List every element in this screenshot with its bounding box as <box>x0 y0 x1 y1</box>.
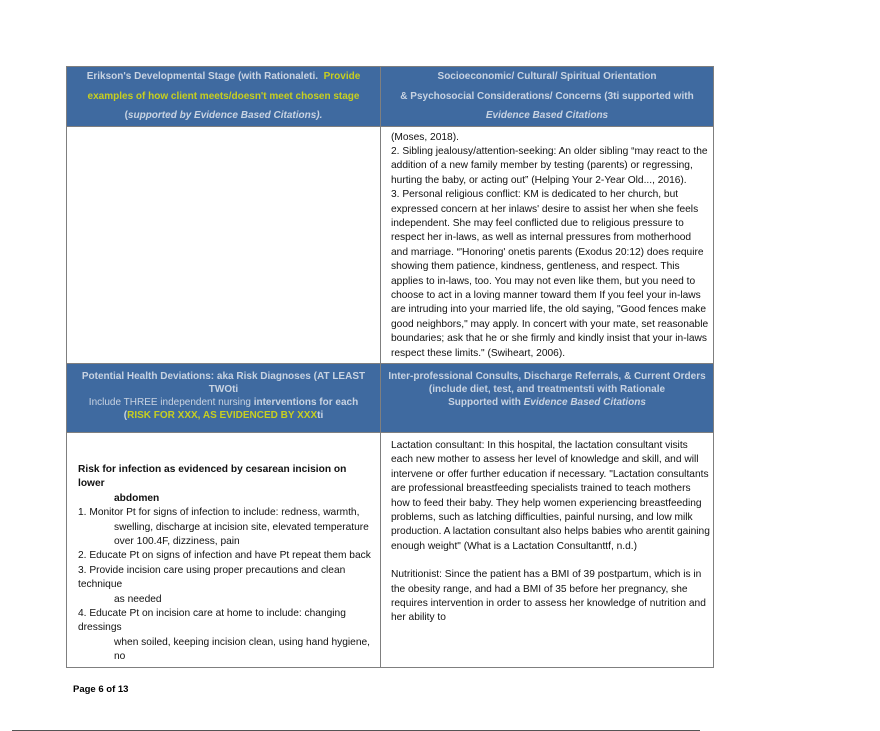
intervention-item: when soiled, keeping incision clean, using hand hygiene, no <box>114 636 370 663</box>
socioeconomic-cell <box>381 126 714 364</box>
erikson-cell <box>67 126 381 364</box>
header-text: interventions for each <box>253 397 359 408</box>
header-italic: supported by Evidence Based Citations). <box>127 110 323 121</box>
header-highlight: RISK FOR XXX, AS EVIDENCED BY XXX <box>127 410 318 421</box>
header-text: ( <box>124 110 128 121</box>
intervention-item: 3. Provide incision care using proper precautions and clean technique <box>78 564 346 591</box>
paragraph: 2. Sibling jealousy/attention-seeking: An older sibling “may react to the addition of a new family member by testing (parents) or regressing, hurting the baby, or acting out” (Helping Your 2-Year Old..., 2016). <box>391 145 708 186</box>
risk-diagnoses-header <box>67 364 381 433</box>
paragraph: 3. Personal religious conflict: KM is dedicated to her church, but expressed concern at her inlaws' desire to assist her when she feels independent. She may feel conflicted due to religious pressure to respect her in-laws, as well as internal pressures from motherhood and marriage. “'Honoring' onetis parents (Exodus 20:12) does require showing them patience, kindness, gentleness, and respect. This applies to in-laws, too. You may not even like them, but you need to choose to act in a loving manner toward them If you feel your in-laws are intruding into your married life, the old saying, "Good fences make good neighbors," may apply. In concert with your mate, set reasonable boundaries; ask that he or she firmly and kindly insist that your in-laws respect these limits." (Swiheart, 2006). <box>391 189 709 359</box>
header-text: Potential Health Deviations: aka Risk Diagnoses (AT LEAST TWOti <box>81 371 366 395</box>
intervention-item: 1. Monitor Pt for signs of infection to include: redness, warmth, <box>78 507 360 519</box>
header-text: (include diet, test, and treatmentsti with Rationale <box>428 384 666 395</box>
header-highlight: Provide examples of how client meets/doesn't meet chosen stage <box>87 71 361 102</box>
intervention-item: 4. Educate Pt on incision care at home to include: changing dressings <box>78 608 346 634</box>
care-plan-table <box>66 66 714 668</box>
socioeconomic-header <box>381 67 714 127</box>
header-text: Supported with <box>448 397 524 408</box>
header-text: & Psychosocial Considerations/ Concerns (3ti supported with <box>400 90 694 102</box>
intervention-item: 2. Educate Pt on signs of infection and have Pt repeat them back <box>78 550 371 562</box>
intervention-item: swelling, discharge at incision site, elevated temperature over 100.4F, dizziness, pain <box>114 521 369 548</box>
diagnosis-title: abdomen <box>114 492 160 504</box>
paragraph: Nutritionist: Since the patient has a BMI of 39 postpartum, which is in the obesity range, and had a BMI of 35 before her pregnancy, she requires intervention in order to assess her knowledge of nutrition and her ability to <box>391 569 706 624</box>
header-text: ti <box>317 410 324 421</box>
header-text: ( <box>123 410 128 421</box>
paragraph: Lactation consultant: In this hospital, the lactation consultant visits each new mother to assess her level of knowledge and skill, and will intervene or offer further education if necessary. "Lactation consultants are professional breastfeeding specialists trained to teach mothers how to feed their baby. They help women experiencing breastfeeding problems, such as latching difficulties, painful nursing, and low milk production. A lactation consultant also helps babies who arentit gaining enough weight" (What is a Lactation Consultanttf, n.d.) <box>391 440 710 552</box>
page-number: Page 6 of 13 <box>73 683 129 695</box>
diagnosis-title: Risk for infection as evidenced by cesarean incision on lower <box>78 464 347 490</box>
header-text: Include THREE independent nursing <box>88 397 254 408</box>
consults-header <box>381 364 714 433</box>
consults-cell <box>381 433 714 668</box>
header-text: Inter-professional Consults, Discharge Referrals, & Current Orders <box>388 371 706 382</box>
header-text: Erikson's Developmental Stage (with Rationaleti. <box>86 71 319 82</box>
risk-diagnoses-cell <box>67 433 381 668</box>
header-text: Socioeconomic/ Cultural/ Spiritual Orientation <box>437 71 657 82</box>
paragraph: (Moses, 2018). <box>391 131 459 143</box>
erikson-header <box>67 67 381 127</box>
intervention-item: as needed <box>114 593 162 605</box>
header-italic: Evidence Based Citations <box>485 110 609 121</box>
header-italic: Evidence Based Citations <box>523 397 646 408</box>
